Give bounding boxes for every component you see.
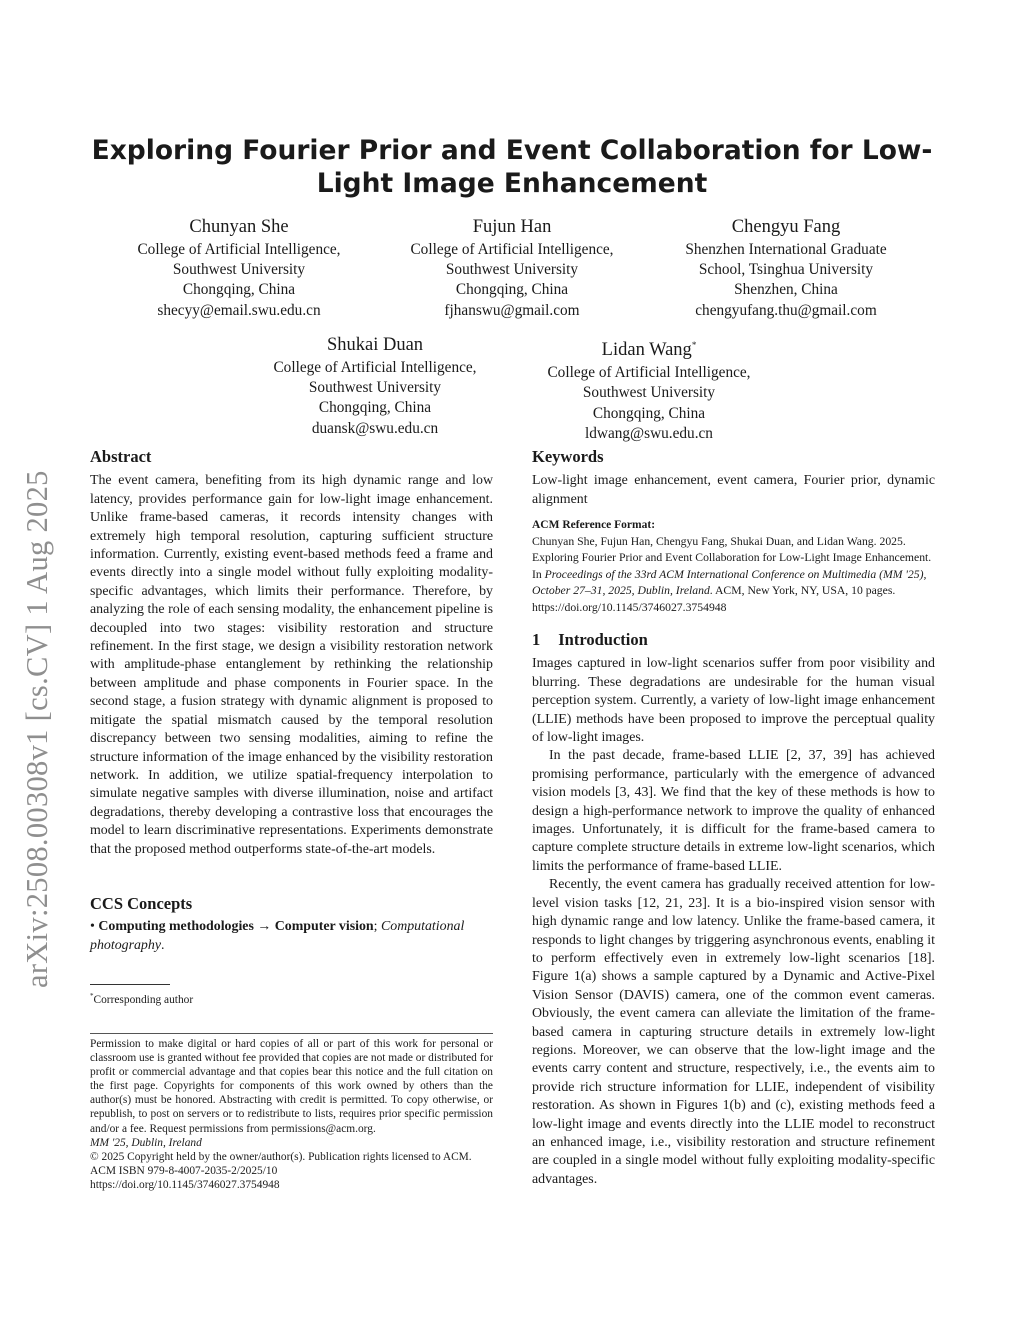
author-block (655, 215, 917, 321)
intro-paragraph: Images captured in low-light scenarios suffer from poor visibility and blurring. These degradations are undesirable for the human visual perception system. Currently, a variety of low-light image enhancement (LLIE) methods have been proposed to improve the perceptual quality of low-light images. (532, 656, 935, 746)
author-location: Chongqing, China (318, 399, 432, 417)
author-location: Chongqing, China (592, 404, 706, 422)
keywords-text: Low-light image enhancement, event camera, Fourier prior, dynamic alignment (532, 473, 935, 507)
author-block (382, 215, 642, 321)
ccs-heading: CCS Concepts (90, 894, 193, 913)
abstract-heading: Abstract (90, 447, 152, 466)
doi-link[interactable]: https://doi.org/10.1145/3746027.3754948 (90, 1178, 280, 1191)
author-name: Lidan Wang* (601, 340, 697, 361)
paper-title: Exploring Fourier Prior and Event Collaboration for Low-Light Image Enhancement (91, 135, 933, 199)
author-email[interactable]: chengyufang.thu@gmail.com (695, 301, 877, 319)
author-affiliation: Southwest University (582, 384, 716, 402)
isbn: ACM ISBN 979-8-4007-2035-2/2025/10 (90, 1164, 278, 1177)
author-affiliation: College of Artificial Intelligence, (273, 359, 477, 376)
arxiv-stamp: arXiv:2508.00308v1 [cs.CV] 1 Aug 2025 (20, 470, 54, 988)
author-affiliation: College of Artificial Intelligence, (137, 241, 341, 258)
intro-heading: 1 Introduction (532, 630, 648, 649)
author-affiliation: Southwest University (445, 261, 579, 279)
abstract-text: The event camera, benefiting from its high dynamic range and low latency, provides performance gain for low-light image enhancement. Unlike frame-based cameras, it records intensity changes with extremely high temporal resolution, capturing sufficient structure information. Currently, existing event-based methods feed a frame and events directly into a single model without fully exploiting modality-specific advantages, which limits their performance. Therefore, by analyzing the role of each sensing modality, the enhancement pipeline is decoupled into two stages: visibility restoration and structure refinement. In the first stage, we design a visibility restoration network with amplitude-phase entanglement by rethinking the relationship between amplitude and phase components in Fourier space. In the second stage, a fusion strategy with dynamic alignment is proposed to mitigate the spatial mismatch caused by the temporal resolution discrepancy between two sensing modalities, aiming to refine the structure information of the image enhanced by the visibility restoration network. In addition, we utilize spatial-frequency interpolation to simulate negative samples with diverse illumination, noise and artifact degradations, thereby developing a contrastive loss that encourages the model to learn discriminative representations. Experiments demonstrate that the proposed method outperforms state-of-the-art models. (90, 473, 493, 857)
author-block (109, 215, 369, 321)
author-email[interactable]: shecyy@email.swu.edu.cn (157, 301, 321, 319)
left-column (90, 448, 493, 859)
author-affiliation: College of Artificial Intelligence, (547, 364, 751, 382)
author-affiliation: College of Artificial Intelligence, (410, 241, 614, 258)
corresponding-mark: * (691, 340, 697, 350)
acm-reference (532, 517, 935, 617)
author-name: Fujun Han (472, 217, 552, 237)
footnote: *Corresponding author (90, 992, 194, 1006)
footnote-rule (90, 984, 170, 985)
keywords-heading: Keywords (532, 447, 604, 466)
right-column (532, 448, 935, 509)
author-name: Shukai Duan (326, 335, 424, 355)
author-affiliation: Shenzhen International Graduate (685, 241, 887, 258)
intro-paragraph: In the past decade, frame-based LLIE [2, 37, 39] has achieved promising performance, particularly with the emergence of advanced vision models [3, 43]. We find that the key of these methods is how to design a high-performance network to improve the quality of enhanced images. Unfortunately, it is difficult for the frame-based camera to capture complete structure details in extreme low-light scenarios, which limits the performance of frame-based LLIE. (532, 748, 935, 874)
author-location: Shenzhen, China (734, 281, 838, 299)
acm-ref-text: Chunyan She, Fujun Han, Chengyu Fang, Shukai Duan, and Lidan Wang. 2025. Exploring Fourier Prior and Event Collaboration for Low-Light Image Enhancement. In Proceedings of the 33rd ACM International Conference on Multimedia (MM '25), October 27–31, 2025, Dublin, Ireland. ACM, New York, NY, USA, 10 pages. https://doi.org/10.1145/3746027.3754948 (532, 534, 932, 614)
author-affiliation: Southwest University (308, 379, 442, 397)
author-location: Chongqing, China (182, 281, 296, 299)
author-block (245, 333, 505, 439)
author-affiliation: Southwest University (172, 261, 306, 279)
author-email[interactable]: duansk@swu.edu.cn (311, 419, 439, 437)
author-name: Chunyan She (189, 217, 289, 237)
permission-block (90, 1037, 493, 1192)
author-email[interactable]: fjhanswu@gmail.com (444, 301, 580, 319)
acm-ref-heading: ACM Reference Format: (532, 519, 656, 531)
author-affiliation: School, Tsinghua University (698, 261, 874, 279)
intro-paragraph: Recently, the event camera has gradually received attention for low-level vision tasks [12, 21, 23]. It is a bio-inspired vision sensor with high dynamic range and low latency. Unlike the frame-based camera, it responds to light changes by triggering asynchronous events, enabling it to perform effectively even in extremely low-light scenarios [18]. Figure 1(a) shows a sample captured by a Dynamic and Active-Pixel Vision Sensor (DAVIS) camera, one of the common event cameras. Obviously, the event camera can alleviate the limitation of the frame-based camera in capturing structure details in extremely low-light regions. Moreover, we can observe that the low-light image and the events carry content and structure, respectively, i.e., the events aim to provide rich structure information for LLIE, independent of visibility restoration. As shown in Figures 1(b) and (c), existing methods feed a low-light image and events directly into the LLIE model to reconstruct an enhanced image, i.e., visibility restoration and structure refinement are coupled in a single model without fully exploiting modality-specific advantages. (532, 877, 935, 1187)
copyright: © 2025 Copyright held by the owner/author(s). Publication rights licensed to ACM. (90, 1150, 472, 1163)
author-name: Chengyu Fang (731, 217, 841, 237)
author-block (519, 333, 779, 444)
venue: MM '25, Dublin, Ireland (90, 1136, 202, 1149)
ccs-text: • Computing methodologies → Computer vision; Computational photography. (90, 919, 465, 953)
ccs-section (90, 895, 493, 955)
introduction-section (532, 631, 935, 1189)
author-email[interactable]: ldwang@swu.edu.cn (585, 424, 713, 442)
permission-rule (90, 1033, 493, 1034)
author-location: Chongqing, China (455, 281, 569, 299)
permission-text: Permission to make digital or hard copies of all or part of this work for personal or classroom use is granted without fee provided that copies are not made or distributed for profit or commercial advantage and that copies bear this notice and the full citation on the first page. Copyrights for components of this work owned by others than the author(s) must be honored. Abstracting with credit is permitted. To copy otherwise, or republish, to post on servers or to redistribute to lists, requires prior specific permission and/or a fee. Request permissions from permissions@acm.org. (90, 1038, 493, 1135)
